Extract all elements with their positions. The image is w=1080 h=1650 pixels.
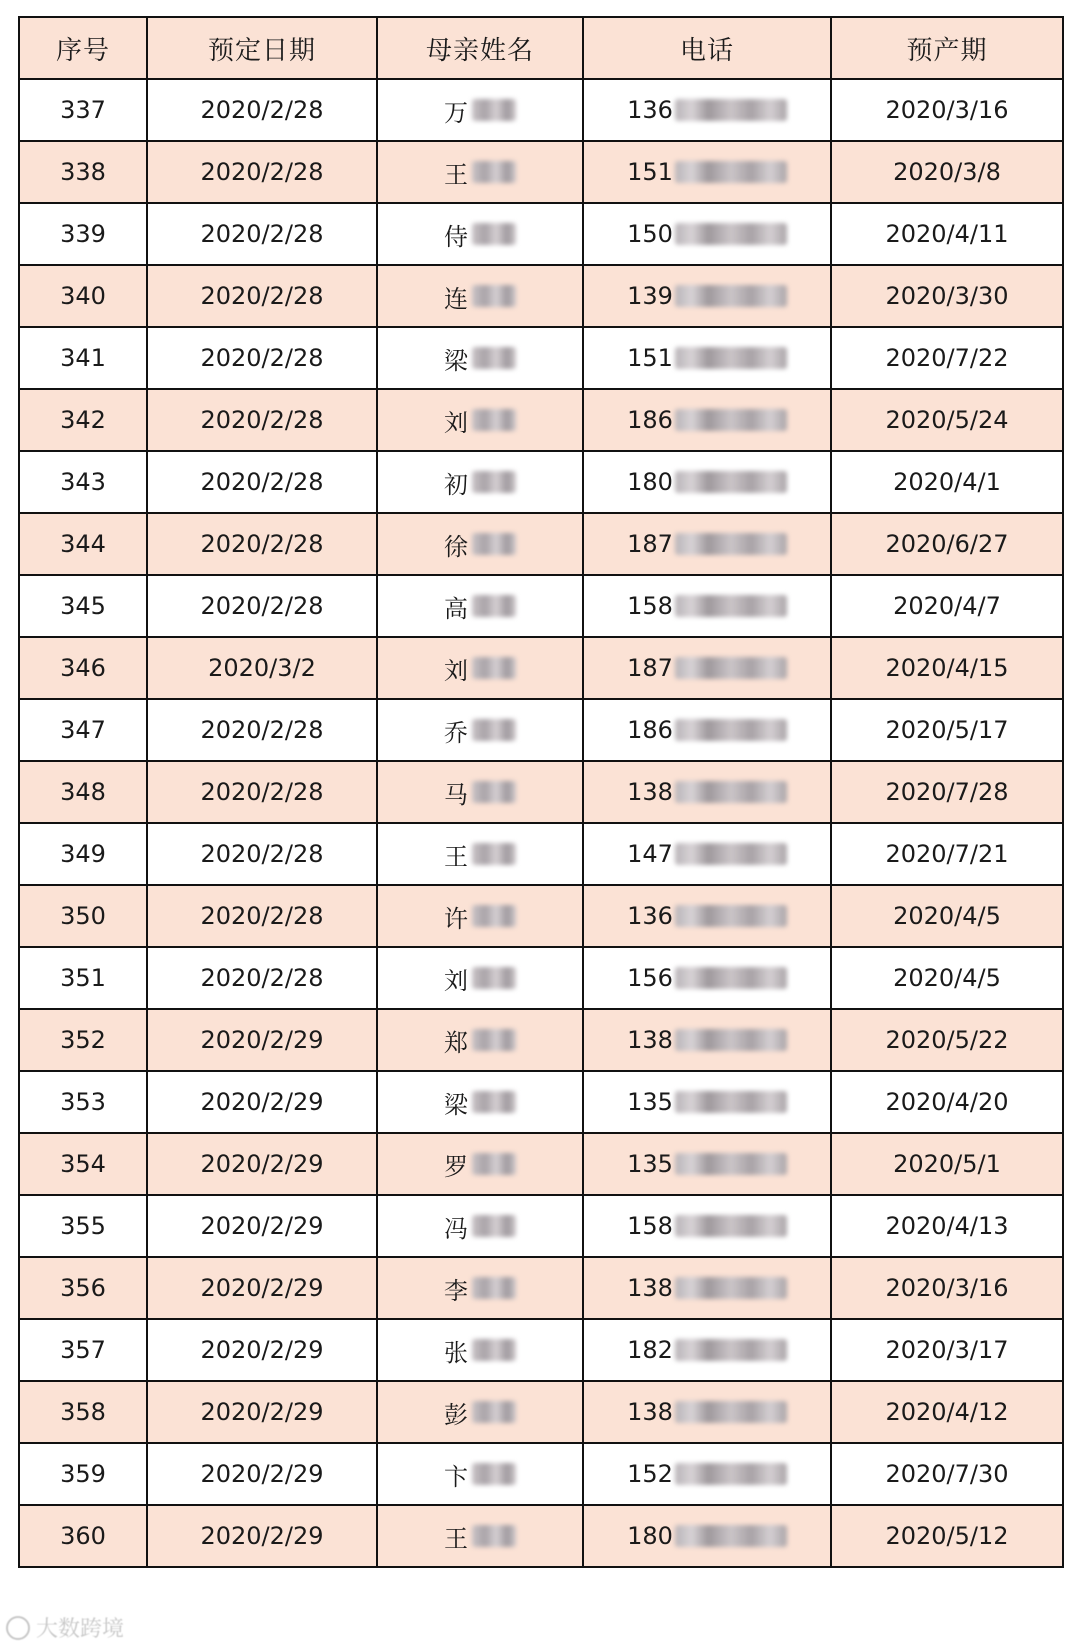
redacted-phone-mask bbox=[675, 161, 787, 183]
redacted-phone-mask bbox=[675, 595, 787, 617]
serial-number-cell: 353 bbox=[19, 1071, 147, 1133]
mother-surname: 罗 bbox=[444, 1152, 468, 1181]
table-row bbox=[19, 79, 1063, 141]
redacted-phone-mask bbox=[675, 719, 787, 741]
reservation-date-cell: 2020/2/28 bbox=[147, 513, 377, 575]
reservation-date-cell: 2020/2/28 bbox=[147, 699, 377, 761]
redacted-phone-mask bbox=[675, 1277, 787, 1299]
header-row bbox=[19, 17, 1063, 79]
mother-name-cell bbox=[377, 1133, 583, 1195]
phone-prefix: 187 bbox=[627, 654, 673, 682]
due-date-cell: 2020/7/22 bbox=[831, 327, 1063, 389]
phone-cell bbox=[583, 1319, 831, 1381]
phone-prefix: 180 bbox=[627, 468, 673, 496]
reservation-date-cell: 2020/2/29 bbox=[147, 1319, 377, 1381]
phone-cell bbox=[583, 637, 831, 699]
due-date-cell: 2020/5/1 bbox=[831, 1133, 1063, 1195]
redacted-name-mask bbox=[472, 781, 516, 803]
reservation-date-cell: 2020/2/29 bbox=[147, 1381, 377, 1443]
due-date-cell: 2020/5/12 bbox=[831, 1505, 1063, 1567]
serial-number-cell: 350 bbox=[19, 885, 147, 947]
due-date-cell: 2020/4/5 bbox=[831, 947, 1063, 1009]
mother-surname: 王 bbox=[444, 842, 468, 871]
phone-cell bbox=[583, 1381, 831, 1443]
redacted-name-mask bbox=[472, 719, 516, 741]
mother-name-cell bbox=[377, 1009, 583, 1071]
redacted-phone-mask bbox=[675, 1463, 787, 1485]
reservation-date-cell: 2020/2/28 bbox=[147, 885, 377, 947]
header-serial-number: 序号 bbox=[19, 17, 147, 79]
table-row bbox=[19, 947, 1063, 1009]
phone-prefix: 151 bbox=[627, 344, 673, 372]
phone-cell bbox=[583, 1195, 831, 1257]
table-row bbox=[19, 1257, 1063, 1319]
redacted-name-mask bbox=[472, 843, 516, 865]
due-date-cell: 2020/7/28 bbox=[831, 761, 1063, 823]
redacted-phone-mask bbox=[675, 1401, 787, 1423]
phone-prefix: 139 bbox=[627, 282, 673, 310]
due-date-cell: 2020/4/11 bbox=[831, 203, 1063, 265]
watermark-text: 大数跨境 bbox=[36, 1617, 125, 1642]
mother-surname: 徐 bbox=[444, 532, 468, 561]
phone-prefix: 135 bbox=[627, 1088, 673, 1116]
serial-number-cell: 338 bbox=[19, 141, 147, 203]
header-phone: 电话 bbox=[583, 17, 831, 79]
phone-cell bbox=[583, 1009, 831, 1071]
phone-prefix: 136 bbox=[627, 96, 673, 124]
phone-cell bbox=[583, 699, 831, 761]
serial-number-cell: 349 bbox=[19, 823, 147, 885]
redacted-name-mask bbox=[472, 409, 516, 431]
table-row bbox=[19, 1009, 1063, 1071]
phone-prefix: 135 bbox=[627, 1150, 673, 1178]
mother-surname: 卞 bbox=[444, 1462, 468, 1491]
phone-prefix: 158 bbox=[627, 592, 673, 620]
mother-surname: 刘 bbox=[444, 656, 468, 685]
table-row bbox=[19, 1319, 1063, 1381]
phone-cell bbox=[583, 885, 831, 947]
redacted-name-mask bbox=[472, 1401, 516, 1423]
serial-number-cell: 358 bbox=[19, 1381, 147, 1443]
redacted-phone-mask bbox=[675, 285, 787, 307]
redacted-name-mask bbox=[472, 533, 516, 555]
reservation-date-cell: 2020/3/2 bbox=[147, 637, 377, 699]
mother-surname: 郑 bbox=[444, 1028, 468, 1057]
redacted-name-mask bbox=[472, 99, 516, 121]
mother-name-cell bbox=[377, 389, 583, 451]
phone-cell bbox=[583, 575, 831, 637]
phone-cell bbox=[583, 947, 831, 1009]
reservation-date-cell: 2020/2/28 bbox=[147, 327, 377, 389]
reservation-date-cell: 2020/2/29 bbox=[147, 1009, 377, 1071]
due-date-cell: 2020/3/16 bbox=[831, 1257, 1063, 1319]
mother-surname: 马 bbox=[444, 780, 468, 809]
redacted-name-mask bbox=[472, 1463, 516, 1485]
redacted-name-mask bbox=[472, 1339, 516, 1361]
reservation-date-cell: 2020/2/28 bbox=[147, 79, 377, 141]
redacted-phone-mask bbox=[675, 409, 787, 431]
phone-prefix: 150 bbox=[627, 220, 673, 248]
redacted-name-mask bbox=[472, 1029, 516, 1051]
mother-name-cell bbox=[377, 885, 583, 947]
mother-surname: 侍 bbox=[444, 222, 468, 251]
reservation-date-cell: 2020/2/29 bbox=[147, 1195, 377, 1257]
phone-prefix: 138 bbox=[627, 1398, 673, 1426]
mother-surname: 万 bbox=[444, 98, 468, 127]
phone-prefix: 158 bbox=[627, 1212, 673, 1240]
table-row bbox=[19, 823, 1063, 885]
redacted-phone-mask bbox=[675, 781, 787, 803]
reservation-date-cell: 2020/2/28 bbox=[147, 265, 377, 327]
reservation-date-cell: 2020/2/28 bbox=[147, 823, 377, 885]
reservation-date-cell: 2020/2/28 bbox=[147, 203, 377, 265]
mother-surname: 许 bbox=[444, 904, 468, 933]
phone-prefix: 138 bbox=[627, 1274, 673, 1302]
mother-name-cell bbox=[377, 761, 583, 823]
phone-prefix: 151 bbox=[627, 158, 673, 186]
serial-number-cell: 359 bbox=[19, 1443, 147, 1505]
phone-prefix: 138 bbox=[627, 1026, 673, 1054]
table-row bbox=[19, 1195, 1063, 1257]
table-header bbox=[19, 17, 1063, 79]
header-due-date: 预产期 bbox=[831, 17, 1063, 79]
phone-cell bbox=[583, 823, 831, 885]
phone-prefix: 186 bbox=[627, 716, 673, 744]
mother-surname: 连 bbox=[444, 284, 468, 313]
mother-name-cell bbox=[377, 79, 583, 141]
phone-cell bbox=[583, 1071, 831, 1133]
table-row bbox=[19, 1071, 1063, 1133]
phone-prefix: 138 bbox=[627, 778, 673, 806]
table-row bbox=[19, 761, 1063, 823]
redacted-name-mask bbox=[472, 471, 516, 493]
redacted-phone-mask bbox=[675, 347, 787, 369]
due-date-cell: 2020/7/21 bbox=[831, 823, 1063, 885]
reservation-date-cell: 2020/2/29 bbox=[147, 1133, 377, 1195]
reservation-date-cell: 2020/2/28 bbox=[147, 141, 377, 203]
reservation-date-cell: 2020/2/29 bbox=[147, 1071, 377, 1133]
phone-prefix: 182 bbox=[627, 1336, 673, 1364]
table-row bbox=[19, 1381, 1063, 1443]
mother-name-cell bbox=[377, 1071, 583, 1133]
mother-name-cell bbox=[377, 823, 583, 885]
redacted-phone-mask bbox=[675, 99, 787, 121]
redacted-name-mask bbox=[472, 1525, 516, 1547]
table-row bbox=[19, 885, 1063, 947]
phone-prefix: 152 bbox=[627, 1460, 673, 1488]
table-row bbox=[19, 637, 1063, 699]
phone-cell bbox=[583, 513, 831, 575]
serial-number-cell: 355 bbox=[19, 1195, 147, 1257]
redacted-phone-mask bbox=[675, 1339, 787, 1361]
phone-cell bbox=[583, 203, 831, 265]
mother-surname: 刘 bbox=[444, 966, 468, 995]
phone-prefix: 136 bbox=[627, 902, 673, 930]
table-row bbox=[19, 1133, 1063, 1195]
serial-number-cell: 354 bbox=[19, 1133, 147, 1195]
redacted-name-mask bbox=[472, 285, 516, 307]
header-reservation-date: 预定日期 bbox=[147, 17, 377, 79]
serial-number-cell: 351 bbox=[19, 947, 147, 1009]
redacted-name-mask bbox=[472, 657, 516, 679]
mother-surname: 初 bbox=[444, 470, 468, 499]
due-date-cell: 2020/4/5 bbox=[831, 885, 1063, 947]
phone-cell bbox=[583, 1257, 831, 1319]
redacted-name-mask bbox=[472, 347, 516, 369]
serial-number-cell: 342 bbox=[19, 389, 147, 451]
phone-cell bbox=[583, 265, 831, 327]
mother-surname: 张 bbox=[444, 1338, 468, 1367]
serial-number-cell: 346 bbox=[19, 637, 147, 699]
redacted-phone-mask bbox=[675, 1153, 787, 1175]
redacted-phone-mask bbox=[675, 1525, 787, 1547]
redacted-phone-mask bbox=[675, 471, 787, 493]
phone-cell bbox=[583, 1505, 831, 1567]
mother-name-cell bbox=[377, 1257, 583, 1319]
table-row bbox=[19, 699, 1063, 761]
due-date-cell: 2020/4/13 bbox=[831, 1195, 1063, 1257]
mother-surname: 李 bbox=[444, 1276, 468, 1305]
redacted-phone-mask bbox=[675, 657, 787, 679]
serial-number-cell: 340 bbox=[19, 265, 147, 327]
redacted-name-mask bbox=[472, 223, 516, 245]
due-date-cell: 2020/5/22 bbox=[831, 1009, 1063, 1071]
redacted-name-mask bbox=[472, 161, 516, 183]
redacted-phone-mask bbox=[675, 1215, 787, 1237]
due-date-cell: 2020/6/27 bbox=[831, 513, 1063, 575]
redacted-name-mask bbox=[472, 905, 516, 927]
redacted-phone-mask bbox=[675, 223, 787, 245]
redacted-phone-mask bbox=[675, 905, 787, 927]
mother-name-cell bbox=[377, 513, 583, 575]
phone-cell bbox=[583, 389, 831, 451]
mother-name-cell bbox=[377, 1195, 583, 1257]
mother-name-cell bbox=[377, 1381, 583, 1443]
reservation-date-cell: 2020/2/28 bbox=[147, 451, 377, 513]
table-row bbox=[19, 513, 1063, 575]
mother-name-cell bbox=[377, 141, 583, 203]
table-row bbox=[19, 575, 1063, 637]
phone-prefix: 186 bbox=[627, 406, 673, 434]
due-date-cell: 2020/4/20 bbox=[831, 1071, 1063, 1133]
serial-number-cell: 343 bbox=[19, 451, 147, 513]
due-date-cell: 2020/3/16 bbox=[831, 79, 1063, 141]
serial-number-cell: 357 bbox=[19, 1319, 147, 1381]
phone-cell bbox=[583, 79, 831, 141]
reservation-date-cell: 2020/2/28 bbox=[147, 761, 377, 823]
watermark bbox=[6, 1612, 124, 1643]
serial-number-cell: 345 bbox=[19, 575, 147, 637]
due-date-cell: 2020/4/15 bbox=[831, 637, 1063, 699]
reservation-date-cell: 2020/2/29 bbox=[147, 1505, 377, 1567]
mother-surname: 彭 bbox=[444, 1400, 468, 1429]
redacted-phone-mask bbox=[675, 843, 787, 865]
reservation-date-cell: 2020/2/28 bbox=[147, 947, 377, 1009]
due-date-cell: 2020/4/1 bbox=[831, 451, 1063, 513]
redacted-name-mask bbox=[472, 595, 516, 617]
redacted-name-mask bbox=[472, 1277, 516, 1299]
phone-cell bbox=[583, 1443, 831, 1505]
redacted-name-mask bbox=[472, 1215, 516, 1237]
reservation-date-cell: 2020/2/28 bbox=[147, 575, 377, 637]
mother-name-cell bbox=[377, 699, 583, 761]
mother-surname: 冯 bbox=[444, 1214, 468, 1243]
mother-name-cell bbox=[377, 1505, 583, 1567]
redacted-phone-mask bbox=[675, 1029, 787, 1051]
mother-name-cell bbox=[377, 203, 583, 265]
mother-surname: 刘 bbox=[444, 408, 468, 437]
mother-surname: 王 bbox=[444, 1524, 468, 1553]
phone-cell bbox=[583, 451, 831, 513]
serial-number-cell: 347 bbox=[19, 699, 147, 761]
phone-prefix: 180 bbox=[627, 1522, 673, 1550]
table-row bbox=[19, 451, 1063, 513]
reservation-date-cell: 2020/2/28 bbox=[147, 389, 377, 451]
mother-name-cell bbox=[377, 947, 583, 1009]
due-date-cell: 2020/4/12 bbox=[831, 1381, 1063, 1443]
table-body bbox=[19, 79, 1063, 1567]
mother-surname: 梁 bbox=[444, 346, 468, 375]
mother-surname: 乔 bbox=[444, 718, 468, 747]
phone-cell bbox=[583, 1133, 831, 1195]
mother-name-cell bbox=[377, 327, 583, 389]
phone-cell bbox=[583, 327, 831, 389]
mother-surname: 高 bbox=[444, 594, 468, 623]
phone-prefix: 147 bbox=[627, 840, 673, 868]
serial-number-cell: 356 bbox=[19, 1257, 147, 1319]
serial-number-cell: 344 bbox=[19, 513, 147, 575]
due-date-cell: 2020/5/24 bbox=[831, 389, 1063, 451]
due-date-cell: 2020/3/30 bbox=[831, 265, 1063, 327]
table-row bbox=[19, 141, 1063, 203]
redacted-name-mask bbox=[472, 1153, 516, 1175]
mother-name-cell bbox=[377, 1443, 583, 1505]
due-date-cell: 2020/4/7 bbox=[831, 575, 1063, 637]
table-row bbox=[19, 327, 1063, 389]
serial-number-cell: 339 bbox=[19, 203, 147, 265]
table-row bbox=[19, 203, 1063, 265]
watermark-logo-icon bbox=[6, 1616, 30, 1640]
serial-number-cell: 348 bbox=[19, 761, 147, 823]
serial-number-cell: 341 bbox=[19, 327, 147, 389]
redacted-name-mask bbox=[472, 1091, 516, 1113]
mother-surname: 梁 bbox=[444, 1090, 468, 1119]
phone-cell bbox=[583, 761, 831, 823]
redacted-phone-mask bbox=[675, 1091, 787, 1113]
serial-number-cell: 360 bbox=[19, 1505, 147, 1567]
mother-name-cell bbox=[377, 637, 583, 699]
redacted-name-mask bbox=[472, 967, 516, 989]
serial-number-cell: 352 bbox=[19, 1009, 147, 1071]
mother-name-cell bbox=[377, 1319, 583, 1381]
phone-prefix: 187 bbox=[627, 530, 673, 558]
due-date-cell: 2020/7/30 bbox=[831, 1443, 1063, 1505]
serial-number-cell: 337 bbox=[19, 79, 147, 141]
phone-prefix: 156 bbox=[627, 964, 673, 992]
redacted-phone-mask bbox=[675, 967, 787, 989]
due-date-cell: 2020/3/8 bbox=[831, 141, 1063, 203]
table-row bbox=[19, 265, 1063, 327]
reservation-table bbox=[18, 16, 1064, 1568]
mother-name-cell bbox=[377, 265, 583, 327]
reservation-date-cell: 2020/2/29 bbox=[147, 1443, 377, 1505]
due-date-cell: 2020/3/17 bbox=[831, 1319, 1063, 1381]
table-row bbox=[19, 1505, 1063, 1567]
due-date-cell: 2020/5/17 bbox=[831, 699, 1063, 761]
mother-name-cell bbox=[377, 575, 583, 637]
mother-surname: 王 bbox=[444, 160, 468, 189]
header-mother-name: 母亲姓名 bbox=[377, 17, 583, 79]
reservation-date-cell: 2020/2/29 bbox=[147, 1257, 377, 1319]
table-row bbox=[19, 389, 1063, 451]
table-row bbox=[19, 1443, 1063, 1505]
phone-cell bbox=[583, 141, 831, 203]
mother-name-cell bbox=[377, 451, 583, 513]
redacted-phone-mask bbox=[675, 533, 787, 555]
